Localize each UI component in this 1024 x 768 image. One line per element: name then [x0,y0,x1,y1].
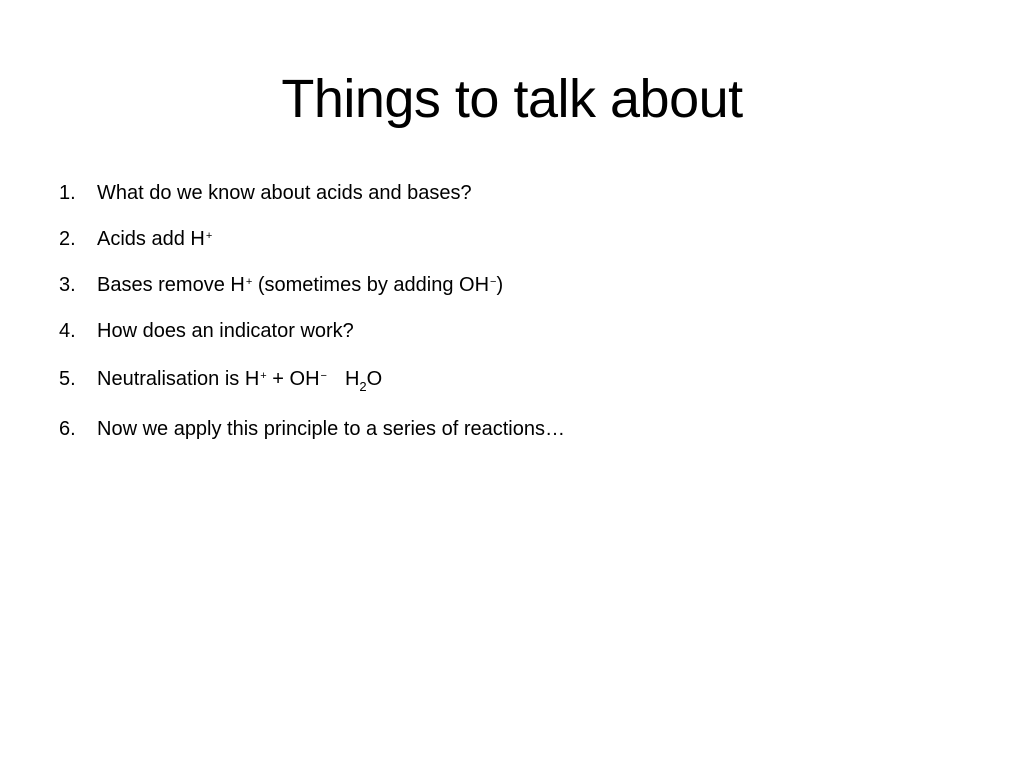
superscript: + [205,230,213,242]
list-text: Neutralisation is H [97,368,260,390]
list-text: Acids add H [97,228,205,250]
list-number: 2. [59,228,76,250]
list-text-container [97,227,212,251]
subscript: 2 [359,379,367,394]
superscript: + [260,370,267,382]
list-text: How does an indicator work? [97,320,354,342]
list-number: 4. [59,320,76,342]
list-number: 6. [59,418,76,440]
list-text: Bases remove H [97,274,245,296]
list-number: 5. [59,368,76,390]
superscript: + [245,276,253,288]
list-text: H [344,368,360,390]
list-text: O [366,368,383,390]
list-text-container [97,273,503,297]
list-number: 1. [59,182,76,204]
list-text: Now we apply this principle to a series of reactions… [97,418,565,440]
list-number: 3. [59,274,76,296]
list-text: + OH [266,368,320,390]
list-text-container [97,367,382,393]
superscript: − [490,276,497,288]
list-text: (sometimes by adding OH [252,274,490,296]
list-text: What do we know about acids and bases? [97,182,472,204]
superscript: − [320,370,327,382]
slide-title: Things to talk about [281,69,743,129]
list-text: ) [496,274,504,296]
